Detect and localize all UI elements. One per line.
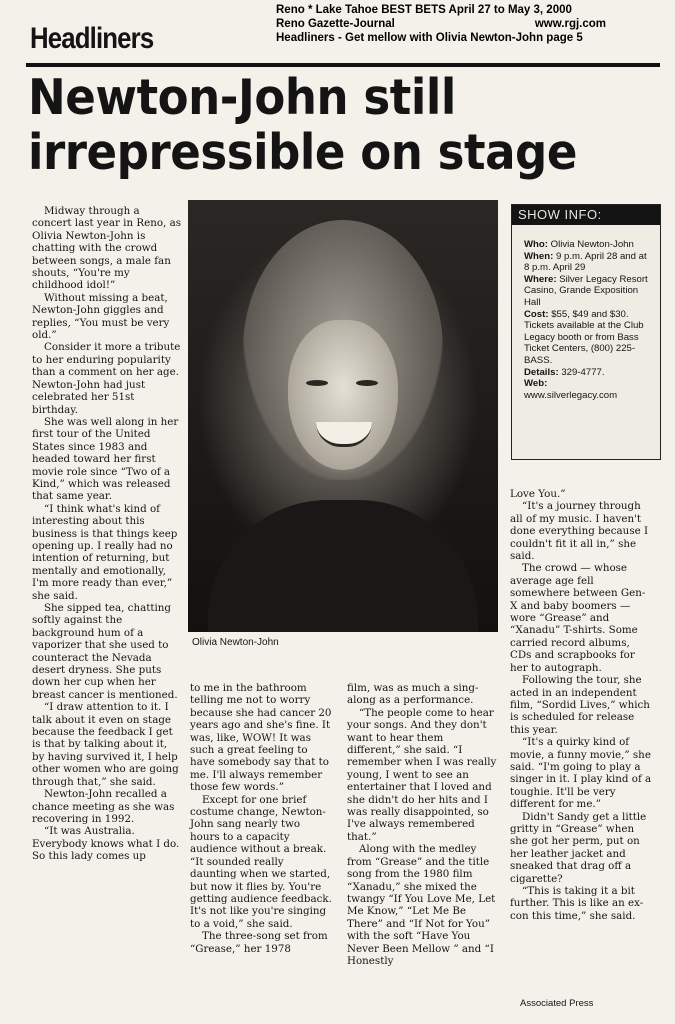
section-rule <box>26 63 660 67</box>
paragraph: “It's a quirky kind of movie, a funny movie,” she said. “I'm going to play a singer in it. I play kind of a toughie. It'll be very different for me.” <box>510 736 652 811</box>
paragraph: “It's a journey through all of my music. I haven't done everything because I couldn't fit it all in,” she said. <box>510 500 649 563</box>
photo-eye-left <box>306 380 328 386</box>
credit-line: Associated Press <box>520 998 594 1009</box>
header-line-3: Headliners - Get mellow with Olivia Newton-John page 5 <box>276 32 583 44</box>
paragraph: The crowd — whose average age fell somewhere between Gen-X and baby boomers — wore “Grease” and “Xanadu” T-shirts. Some carried record albums, CDs and scrapbooks for her to autograph. <box>510 562 646 674</box>
paragraph: “I draw attention to it. I talk about it even on stage because the feedback I get is that by talking about it, by having survived it, I help other women who are going through that,” she said. <box>32 701 179 788</box>
headline-line-2: irrepressible on stage <box>28 124 577 181</box>
info-when: When: 9 p.m. April 28 and at 8 p.m. April 29 <box>524 250 647 274</box>
paragraph: Newton-John recalled a chance meeting as she was recovering in 1992. <box>32 788 175 825</box>
paragraph: She sipped tea, chatting softly against the background hum of a vaporizer that she used to counteract the Nevada desert dryness. She puts down her cup when her breast cancer is mentioned. <box>32 602 178 701</box>
show-info-body <box>512 225 660 401</box>
header-line-1: Reno * Lake Tahoe BEST BETS April 27 to May 3, 2000 <box>276 4 572 16</box>
info-web-label: Web: <box>524 378 548 390</box>
photo-eye-right <box>356 380 378 386</box>
article-column-1 <box>32 205 182 863</box>
paragraph: to me in the bathroom telling me not to worry because she had cancer 20 years ago and she's fine. It was, like, WOW! It was such a great feeling to have somebody say that to me. I'll always remember those few words.” <box>190 682 332 794</box>
paragraph: Consider it more a tribute to her enduring popularity than a comment on her age. Newton-John had just celebrated her 51st birthday. <box>32 341 181 416</box>
paragraph: film, was as much a sing-along as a performance. <box>347 682 479 707</box>
info-where: Where: Silver Legacy Resort Casino, Grande Exposition Hall <box>524 273 648 308</box>
paragraph: Love You.” <box>510 488 566 500</box>
paragraph: Following the tour, she acted in an independent film, “Sordid Lives,” which is scheduled for release this year. <box>510 674 650 736</box>
section-title: Headliners <box>30 22 154 55</box>
paragraph: Except for one brief costume change, Newton-John sang nearly two hours to a capacity audience without a break. “It sounded really daunting when we started, but now it flies by. You're getting audience feedback. It's not like you're singing to a void,” she said. <box>190 793 332 930</box>
paragraph: “The people come to hear your songs. And they don't want to hear them different,” she said. “I remember when I was really young, I went to see an entertainer that I loved and she didn't do her hits and I was really disappointed, so I've always remembered that.” <box>347 706 497 843</box>
header-publication: Reno Gazette-Journal <box>276 18 395 30</box>
paragraph: “It was Australia. Everybody knows what I do. So this lady comes up <box>32 825 180 863</box>
portrait-photo <box>188 200 498 632</box>
paragraph: Didn't Sandy get a little gritty in “Grease” when she got her perm, put on her leather jacket and sneaked that drag off a cigarette? <box>510 810 647 885</box>
photo-caption: Olivia Newton-John <box>192 637 279 648</box>
paragraph: She was well along in her first tour of the United States since 1983 and headed toward her first movie role since “Two of a Kind,” which was released that same year. <box>32 415 179 503</box>
header-website: www.rgj.com <box>534 18 606 30</box>
paragraph: The three-song set from “Grease,” her 1978 <box>190 930 328 955</box>
info-who: Who: Olivia Newton-John <box>524 239 634 250</box>
headline-line-1: Newton-John still <box>28 69 456 126</box>
article-column-4 <box>510 488 652 922</box>
show-info-box <box>511 204 661 460</box>
info-web-link[interactable]: www.silverlegacy.com <box>524 389 618 401</box>
article-column-3 <box>347 682 500 967</box>
info-details: Details: 329-4777. <box>524 366 605 378</box>
article-column-2 <box>190 682 333 955</box>
info-cost: Cost: $55, $49 and $30. Tickets available at the Club Legacy booth or from Bass Ticket Centers, (800) 225-BASS. <box>524 308 644 366</box>
paragraph: “I think what's kind of interesting about this business is that things keep opening up. I really had no intention of returning, but mentally and emotionally, I'm more ready than ever,” she said. <box>32 502 178 602</box>
paragraph: Along with the medley from “Grease” and the title song from the 1980 film “Xanadu,” she mixed the twangy “If You Love Me, Let Me Know,” “Let Me Be There” and “If Not for You” with the soft “Have You Never Been Mellow ” and “I Honestly <box>347 843 496 967</box>
header-line-2 <box>276 17 606 31</box>
paragraph: Midway through a concert last year in Reno, as Olivia Newton-John is chatting with the crowd between songs, a male fan shouts, “You're my childhood idol!” <box>32 205 182 292</box>
show-info-title: SHOW INFO: <box>512 205 660 225</box>
paragraph: Without missing a beat, Newton-John giggles and replies, “You must be very old.” <box>32 291 170 342</box>
paragraph: “This is taking it a bit further. This is like an ex-con this time,” she said. <box>510 885 644 922</box>
headline <box>28 70 668 180</box>
photo-face <box>288 320 398 470</box>
photo-shoulders <box>208 500 478 632</box>
page-header <box>276 3 671 45</box>
